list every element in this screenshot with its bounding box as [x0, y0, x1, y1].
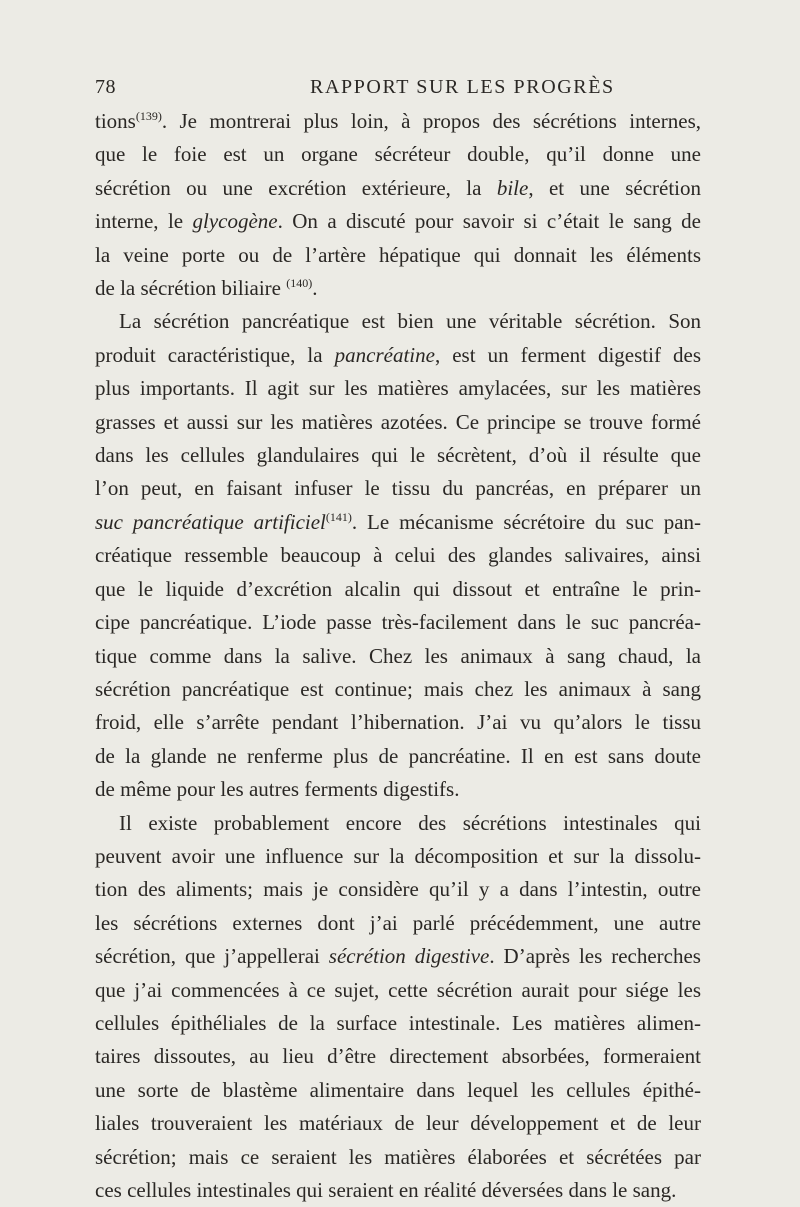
text-line: que le liquide d’excrétion alcalin qui dissout et entraîne le prin- [95, 576, 701, 601]
text-line: cipe pancréatique. L’iode passe très-facilement dans le suc pancréa- [95, 610, 701, 635]
text-line: sécrétion pancréatique est continue; mais chez les animaux à sang [95, 676, 701, 701]
text-line: que j’ai commencées à ce sujet, cette sécrétion aurait pour siége les [95, 977, 701, 1002]
italic-term: glycogène [192, 209, 278, 234]
text-line [95, 339, 701, 372]
text-line: liales trouveraient les matériaux de leur développement et de leur [95, 1111, 701, 1136]
italic-term: sécrétion digestive [328, 944, 490, 969]
text-line: que le foie est un organe sécréteur double, qu’il donne une [95, 142, 701, 167]
text-line: créatique ressemble beaucoup à celui des glandes salivaires, ainsi [95, 543, 701, 568]
text-line: une sorte de blastème alimentaire dans lequel les cellules épithé- [95, 1077, 701, 1102]
italic-term: suc pancréatique artificiel [95, 509, 326, 534]
text-line: l’on peut, en faisant infuser le tissu du pancréas, en préparer un [95, 476, 701, 501]
text-line [95, 272, 701, 305]
text-line: sécrétion; mais ce seraient les matières élaborées et sécrétées par [95, 1144, 701, 1169]
text-line: peuvent avoir une influence sur la décomposition et sur la dissolu- [95, 843, 701, 868]
paragraph-3 [95, 807, 701, 1207]
text-line: grasses et aussi sur les matières azotées. Ce principe se trouve formé [95, 409, 701, 434]
text-line [95, 940, 701, 973]
text-span: , est un ferment digestif des [434, 342, 701, 367]
text-span: . On a discuté pour savoir si c’était le sang de [277, 209, 701, 234]
running-head: RAPPORT SUR LES PROGRÈS [310, 76, 615, 98]
text-line: froid, elle s’arrête pendant l’hibernation. J’ai vu qu’alors le tissu [95, 710, 701, 735]
text-line [95, 506, 701, 539]
body-text [95, 105, 701, 1207]
text-line: cellules épithéliales de la surface intestinale. Les matières alimen- [95, 1010, 701, 1035]
text-line: la veine porte ou de l’artère hépatique qui donnait les éléments [95, 242, 701, 267]
text-span: . D’après les recherches [489, 944, 701, 969]
text-span: de la sécrétion biliaire [95, 276, 287, 301]
text-line: tique comme dans la salive. Chez les animaux à sang chaud, la [95, 643, 701, 668]
italic-term: pancréatine [334, 342, 435, 367]
footnote-ref: (140) [286, 276, 313, 291]
text-line: taires dissoutes, au lieu d’être directement absorbées, formeraient [95, 1044, 701, 1069]
text-span: , et une sécrétion [528, 175, 701, 200]
text-span: . Je montrerai plus loin, à propos des sécrétions internes, [161, 109, 701, 133]
text-line: de même pour les autres ferments digestifs. [95, 777, 460, 802]
text-span: . [312, 276, 318, 301]
text-line: dans les cellules glandulaires qui le sécrètent, d’où il résulte que [95, 443, 701, 468]
text-span: tions [95, 109, 136, 133]
text-line: ces cellules intestinales qui seraient en réalité déversées dans le sang. [95, 1178, 677, 1202]
text-span: produit caractéristique, la [95, 342, 335, 367]
page-number: 78 [95, 76, 116, 98]
paragraph-1 [95, 105, 701, 305]
footnote-ref: (139) [135, 109, 162, 123]
text-span: sécrétion, que j’appellerai [95, 944, 329, 969]
text-line [95, 205, 701, 238]
italic-term: bile [496, 175, 529, 200]
footnote-ref: (141) [325, 509, 352, 524]
text-line: les sécrétions externes dont j’ai parlé précédemment, une autre [95, 910, 701, 935]
text-line [95, 172, 701, 205]
text-line: La sécrétion pancréatique est bien une véritable sécrétion. Son [119, 309, 701, 334]
text-line: tion des aliments; mais je considère qu’il y a dans l’intestin, outre [95, 877, 701, 902]
text-span: interne, le [95, 209, 193, 234]
text-span: . Le mécanisme sécrétoire du suc pan- [351, 509, 702, 534]
text-line [95, 105, 701, 138]
text-span: sécrétion ou une excrétion extérieure, la [95, 175, 497, 200]
text-line: de la glande ne renferme plus de pancréatine. Il en est sans doute [95, 743, 701, 768]
paragraph-2 [95, 305, 701, 806]
text-line: plus importants. Il agit sur les matières amylacées, sur les matières [95, 376, 701, 401]
page-header [95, 68, 700, 104]
text-line: Il existe probablement encore des sécrétions intestinales qui [119, 810, 701, 835]
